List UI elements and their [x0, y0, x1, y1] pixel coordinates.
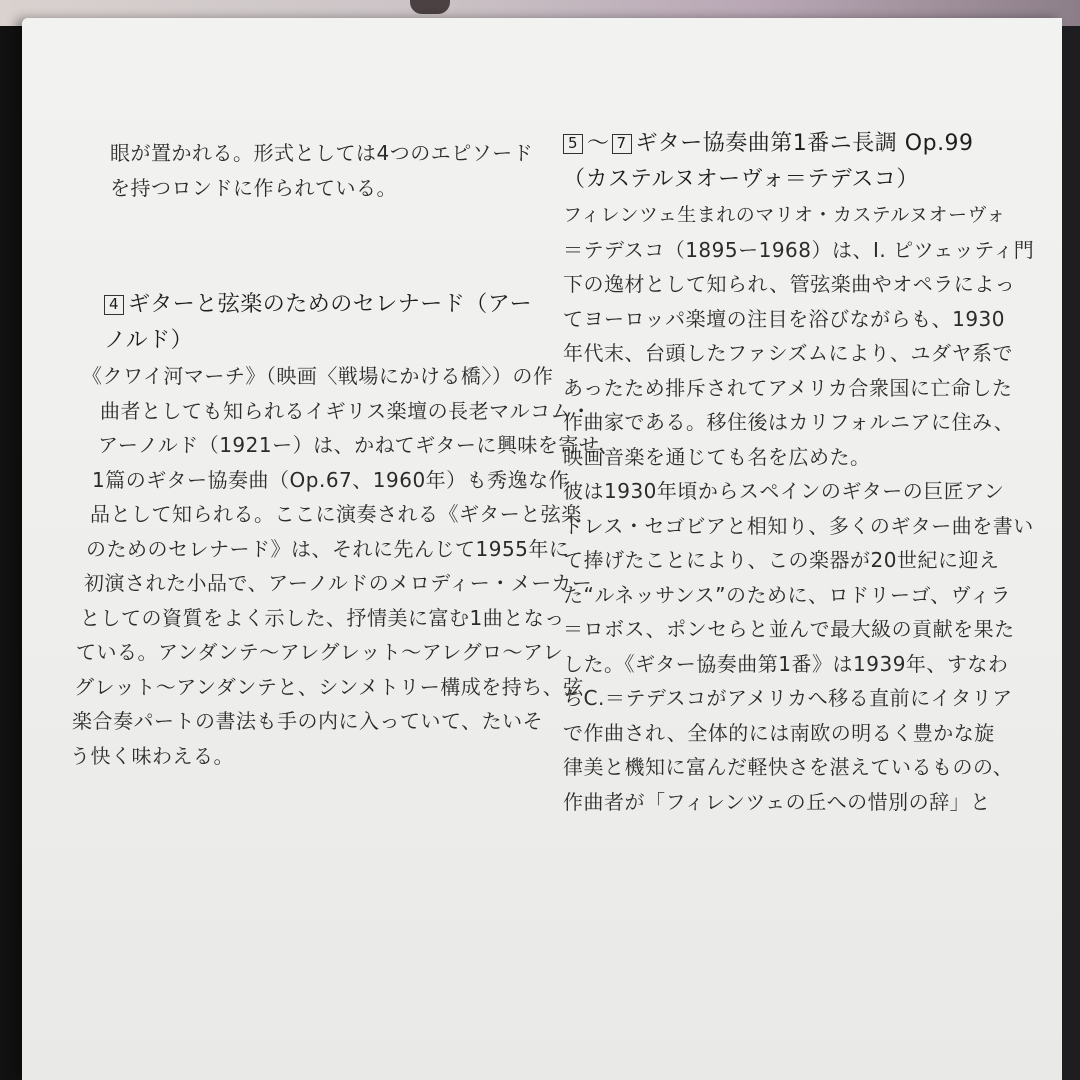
body-line: 作曲者が「フィレンツェの丘への惜別の辞」と — [563, 789, 991, 814]
body-line: 彼は1930年頃からスペインのギターの巨匠アン — [563, 479, 1005, 503]
body-line: た“ルネッサンス”のために、ロドリーゴ、ヴィラ — [563, 582, 1012, 607]
section5-7-heading — [563, 126, 1053, 162]
track-number-box: 4 — [104, 295, 124, 315]
body-line: ている。アンダンテ～アレグレット～アレグロ～アレ — [76, 640, 564, 664]
section4-heading — [70, 287, 533, 323]
body-line: ドレス・セゴビアと相知り、多くのギター曲を書い — [563, 513, 1034, 538]
body-line: フィレンツェ生まれのマリオ・カステルヌオーヴォ — [563, 204, 1006, 226]
track-to-box: 7 — [612, 134, 632, 154]
body-line: 初演された小品で、アーノルドのメロディー・メーカー — [84, 571, 593, 595]
body-line: ＝テデスコ（1895ー1968）は、I. ピツェッティ門 — [563, 237, 1035, 262]
track-separator: ～ — [587, 131, 610, 156]
body-line: ちC.＝テデスコがアメリカへ移る直前にイタリア — [563, 686, 1013, 710]
track-from-box: 5 — [563, 134, 583, 154]
body-line: 楽合奏パートの書法も手の内に入っていて、たいそ — [72, 709, 544, 733]
body-line: 品として知られる。ここに演奏される《ギターと弦楽 — [90, 502, 582, 526]
body-line: 律美と機知に富んだ軽快さを湛えているものの、 — [563, 755, 1014, 779]
section-gap — [70, 205, 530, 287]
body-line: としての資質をよく示した、抒情美に富む1曲となっ — [80, 605, 565, 630]
body-line: のためのセレナード》は、それに先んじて1955年に — [86, 536, 570, 561]
body-line: 年代末、台頭したファシズムにより、ユダヤ系で — [563, 341, 1013, 365]
body-line: う快く味わえる。 — [70, 743, 234, 768]
body-line: グレット～アンダンテと、シンメトリー構成を持ち、弦 — [74, 674, 584, 699]
left-column — [70, 136, 620, 773]
intro-line: を持つロンドに作られている。 — [110, 175, 397, 200]
section4-title: ギターと弦楽のためのセレナード（アー — [128, 292, 533, 317]
body-line: で作曲され、全体的には南欧の明るく豊かな旋 — [563, 720, 995, 745]
body-line: した。《ギター協奏曲第1番》は1939年、すなわ — [563, 651, 1009, 676]
section5-7-heading-cont: （カステルヌオーヴォ＝テデスコ） — [563, 167, 919, 192]
body-line: 映画音楽を通じても名を広めた。 — [563, 444, 871, 469]
intro-line: 眼が置かれる。形式としては4つのエピソード — [110, 141, 534, 165]
right-column — [563, 126, 1053, 819]
body-line: 《クワイ河マーチ》（映画〈戦場にかける橋〉）の作 — [82, 364, 554, 388]
section5-7-title: ギター協奏曲第1番ニ長調 Op.99 — [635, 131, 974, 156]
body-line: ＝ロボス、ポンセらと並んで最大級の貢献を果た — [563, 617, 1015, 641]
section4-heading-cont: ノルド） — [104, 328, 194, 353]
body-line: てヨーロッパ楽壇の注目を浴びながらも、1930 — [563, 306, 1005, 331]
body-line: アーノルド（1921ー）は、かねてギターに興味を寄せ、 — [98, 433, 620, 457]
body-line: 下の逸材として知られ、管弦楽曲やオペラによっ — [563, 272, 1016, 296]
body-line: 作曲家である。移住後はカリフォルニアに住み、 — [563, 410, 1015, 434]
top-dark-object — [410, 0, 450, 14]
body-line: あったため排斥されてアメリカ合衆国に亡命した — [563, 375, 1013, 400]
body-line: 曲者としても知られるイギリス楽壇の長老マルコム・ — [100, 398, 592, 423]
body-line: て捧げたことにより、この楽器が20世紀に迎え — [563, 548, 1000, 572]
body-line: 1篇のギター協奏曲（Op.67、1960年）も秀逸な作 — [92, 467, 570, 492]
booklet-page — [22, 18, 1062, 1080]
